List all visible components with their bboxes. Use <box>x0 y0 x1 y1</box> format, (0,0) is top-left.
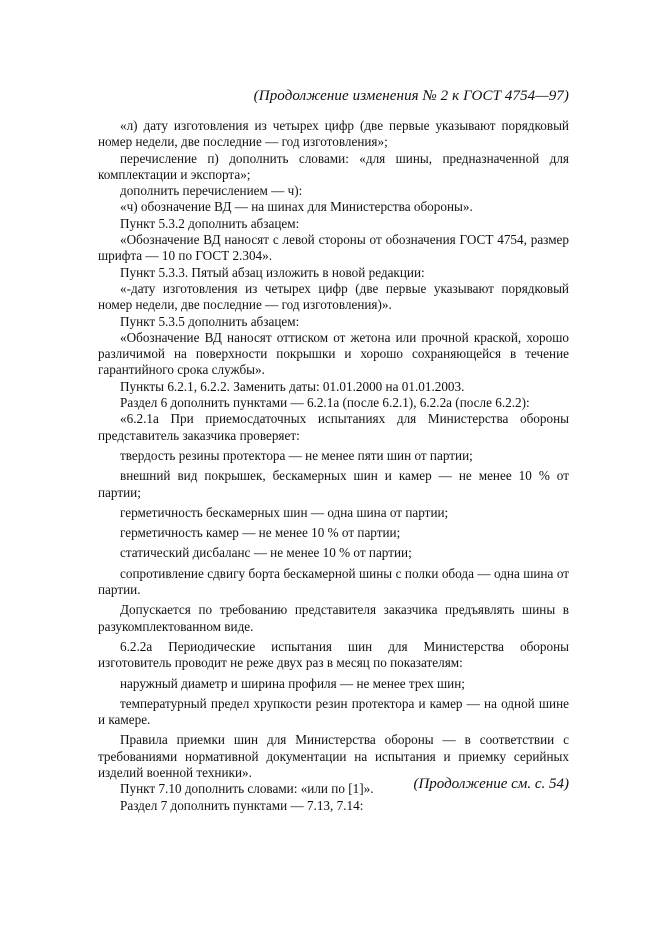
paragraph: Раздел 7 дополнить пунктами — 7.13, 7.14: <box>120 797 364 813</box>
paragraph: Допускается по требованию представителя заказчика предъявлять шины в разукомплектованном виде. <box>98 602 569 634</box>
paragraph: Пункты 6.2.1, 6.2.2. Заменить даты: 01.01.2000 на 01.01.2003. <box>120 378 465 394</box>
paragraph: Пункт 7.10 дополнить словами: «или по [1]». <box>120 781 374 797</box>
paragraph: «Обозначение ВД наносят оттиском от жетона или прочной краской, хорошо различимой на поверхности покрышки и хорошо сохраняющейся в течение гарантийного срока службы». <box>98 329 569 378</box>
paragraph: Пункт 5.3.5 дополнить абзацем: <box>120 313 300 329</box>
paragraph: 6.2.2а Периодические испытания шин для Министерства обороны изготовитель проводит не реже двух раз в месяц по показателям: <box>98 638 569 671</box>
page-footer: (Продолжение см. с. 54) <box>413 776 569 792</box>
paragraph: внешний вид покрышек, бескамерных шин и камер — не менее 10 % от партии; <box>98 468 569 500</box>
paragraph: герметичность бескамерных шин — одна шина от партии; <box>120 504 449 520</box>
paragraph: Правила приемки шин для Министерства обороны — в соответствии с требованиями нормативной документации на испытания и приемку серийных изделий военной техники». <box>98 732 569 780</box>
paragraph: наружный диаметр и ширина профиля — не менее трех шин; <box>120 675 465 691</box>
paragraph: «-дату изготовления из четырех цифр (две первые указывают порядковый номер недели, две последние — год изготовления)». <box>98 280 569 313</box>
paragraph: сопротивление сдвигу борта бескамерной шины с полки обода — одна шина от партии. <box>98 565 569 598</box>
paragraph: твердость резины протектора — не менее пяти шин от партии; <box>120 447 473 463</box>
paragraph: перечисление п) дополнить словами: «для шины, предназначенной для комплектации и экспорта»; <box>98 150 569 182</box>
paragraph: «Обозначение ВД наносят с левой стороны от обозначения ГОСТ 4754, размер шрифта — 10 по ГОСТ 2.304». <box>98 232 569 264</box>
paragraph: «ч) обозначение ВД — на шинах для Министерства обороны». <box>120 199 473 215</box>
paragraph: Пункт 5.3.3. Пятый абзац изложить в новой редакции: <box>120 264 425 280</box>
paragraph: статический дисбаланс — не менее 10 % от партии; <box>120 545 412 561</box>
paragraph: «6.2.1а При приемосдаточных испытаниях для Министерства обороны представитель заказчика проверяет: <box>98 411 569 443</box>
body-text <box>98 118 569 814</box>
paragraph: Пункт 5.3.2 дополнить абзацем: <box>120 215 300 231</box>
paragraph: температурный предел хрупкости резин протектора и камер — на одной шине и камере. <box>98 695 569 728</box>
page-header: (Продолжение изменения № 2 к ГОСТ 4754—97) <box>253 88 569 104</box>
paragraph: дополнить перечислением — ч): <box>120 183 303 199</box>
paragraph: герметичность камер — не менее 10 % от партии; <box>120 525 401 541</box>
paragraph: «л) дату изготовления из четырех цифр (две первые указывают порядковый номер недели, две последние — год изготовления»; <box>98 118 569 150</box>
paragraph: Раздел 6 дополнить пунктами — 6.2.1а (после 6.2.1), 6.2.2а (после 6.2.2): <box>120 395 530 411</box>
